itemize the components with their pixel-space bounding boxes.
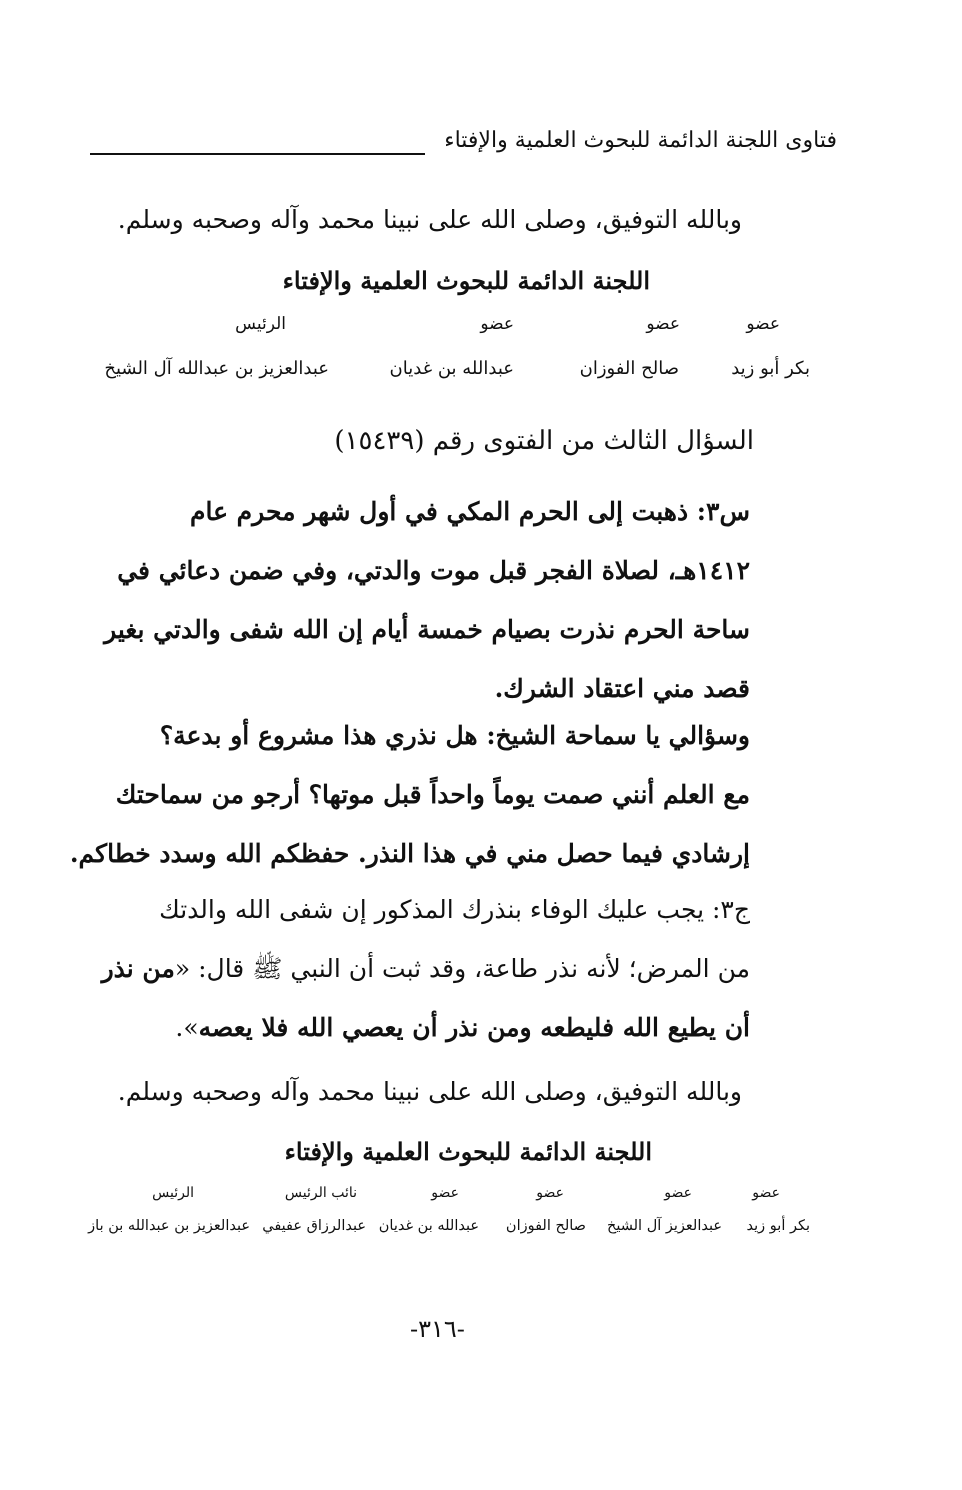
answer-paragraph [101, 880, 750, 1057]
signatory-role: الرئيس [152, 1185, 194, 1201]
question-paragraph-2 [69, 706, 750, 883]
signatory-name: صالح الفوزان [579, 358, 679, 379]
hadith-text: من نذر [101, 954, 175, 983]
question-line: إرشادي فيما حصل مني في هذا النذر. حفظكم الله وسدد خطاكم. [69, 839, 750, 868]
running-header: فتاوى اللجنة الدائمة للبحوث العلمية والإفتاء [444, 128, 837, 153]
signatory-role: عضو [664, 1185, 692, 1201]
signatory-name: عبدالرزاق عفيفي [262, 1218, 366, 1234]
answer-line [110, 998, 750, 1057]
signatory-name: بكر أبو زيد [731, 358, 810, 379]
signatory-role: عضو [746, 314, 780, 334]
signatory-name: بكر أبو زيد [746, 1218, 810, 1234]
question-paragraph [104, 482, 750, 718]
signatory-name: عبدالعزيز آل الشيخ [606, 1218, 722, 1234]
signatory-name: عبدالله بن غديان [378, 1218, 479, 1234]
question-line: ساحة الحرم نذرت بصيام خمسة أيام إن الله شفى والدتي بغير [104, 615, 750, 644]
signatory-name: صالح الفوزان [505, 1218, 586, 1234]
hadith-text: أن يطيع الله فليطعه ومن نذر أن يعصي الله فلا يعصه [198, 1013, 750, 1042]
signatory-name: عبدالعزيز بن عبدالله بن باز [88, 1218, 250, 1234]
answer-line [101, 939, 750, 998]
closing-formula: وبالله التوفيق، وصلى الله على نبينا محمد وآله وصحبه وسلم. [117, 205, 742, 234]
question-line: قصد مني اعتقاد الشرك. [494, 674, 750, 703]
signatory-name: عبدالله بن غديان [389, 358, 514, 379]
signatory-role: نائب الرئيس [284, 1185, 357, 1201]
closing-formula: وبالله التوفيق، وصلى الله على نبينا محمد وآله وصحبه وسلم. [117, 1077, 742, 1106]
signatory-role: عضو [536, 1185, 564, 1201]
question-title: السؤال الثالث من الفتوى رقم (١٥٤٣٩) [334, 426, 754, 456]
answer-line: ج٣: يجب عليك الوفاء بنذرك المذكور إن شفى الله والدتك [159, 895, 750, 924]
question-line: وسؤالي يا سماحة الشيخ: هل نذري هذا مشروع أو بدعة؟ [159, 721, 750, 750]
committee-name: اللجنة الدائمة للبحوث العلمية والإفتاء [284, 1137, 652, 1166]
header-rule [90, 153, 425, 155]
signatory-role: الرئيس [235, 314, 286, 334]
question-line: مع العلم أنني صمت يوماً واحداً قبل موتها؟ أرجو من سماحتك [115, 780, 750, 809]
question-line: ١٤١٢هـ، لصلاة الفجر قبل موت والدتي، وفي ضمن دعائي في [117, 556, 750, 585]
answer-text: ». [175, 1013, 199, 1042]
committee-name: اللجنة الدائمة للبحوث العلمية والإفتاء [282, 266, 650, 295]
signatory-role: عضو [646, 314, 680, 334]
signatory-role: عضو [752, 1185, 780, 1201]
answer-text: من المرض؛ لأنه نذر طاعة، وقد ثبت أن النبي ﷺ قال: « [174, 954, 750, 983]
signatory-role: عضو [431, 1185, 459, 1201]
signatory-role: عضو [480, 314, 514, 334]
page-number: -٣١٦- [410, 1315, 465, 1343]
question-line: س٣: ذهبت إلى الحرم المكي في أول شهر محرم عام [189, 497, 750, 526]
signatory-name: عبدالعزيز بن عبدالله آل الشيخ [104, 358, 329, 379]
